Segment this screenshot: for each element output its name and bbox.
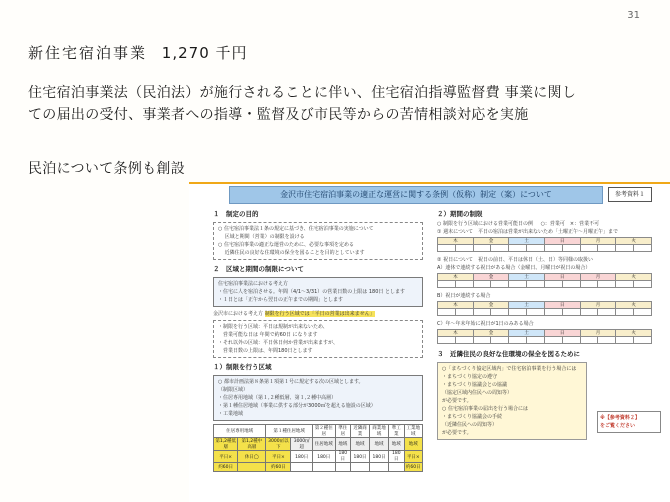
cal-day: 火	[616, 238, 652, 245]
case-c: C）年〜年末年始に祝日が1日のみある場合	[437, 321, 534, 327]
body-line: 住宅宿泊事業法（民泊法）が施行されることに伴い、住宅宿泊指導監督費 事業に関し	[28, 85, 577, 101]
zone-table	[213, 424, 423, 472]
zone-cell: 地域	[351, 438, 370, 451]
neighborhood-line: が必要です。	[442, 430, 472, 436]
zone-header: 準工業	[389, 425, 404, 438]
zone-cell: 3000㎡以下	[266, 438, 291, 451]
restriction-line: 営業可能な日は 年間で約60日 になります	[218, 332, 318, 338]
zone-header: 準住居	[335, 425, 350, 438]
zone-cell: 180日	[389, 451, 404, 463]
doc-title-bar: 金沢市住宅宿泊事業の適正な運営に関する条例（仮称）制定（案）について	[229, 186, 603, 204]
zone-cell: 第1,2種中高層	[238, 438, 266, 451]
zone-cell: 180日	[312, 451, 335, 463]
doc-reference-tag: 参考資料１	[608, 187, 652, 202]
restriction-line: ・それ以外の区域：平日休日何か営業が出来ますが、	[218, 340, 339, 346]
zone-header: 住居専用地域	[214, 425, 266, 438]
reference-note	[597, 411, 661, 433]
section-neighborhood-title: ３ 近隣住民の良好な住環境の保全を図るために	[437, 350, 580, 358]
zone-cell: 3000㎡超	[291, 438, 313, 451]
zone-cell: 180日	[370, 451, 389, 463]
restriction-highlight: 制限を行う区域では「平日の営業は出来ません」	[264, 311, 375, 317]
restriction-line: 営業日数の上限は、年間180日とします	[218, 348, 313, 354]
zone-cell: 約60日	[266, 463, 291, 472]
neighborhood-box	[437, 362, 587, 440]
purpose-line: 近隣住民の良好な住環境の保全を図ることを目的としています	[218, 250, 365, 256]
period-intro	[437, 220, 657, 228]
calendar-case-c	[437, 329, 652, 344]
zone-cell: 地域	[389, 438, 404, 451]
case-a: A）連休で連続する祝日がある場合（金曜日、月曜日が祝日の場合）	[437, 265, 591, 271]
cal-day: 金	[473, 302, 509, 309]
cal-day: 火	[616, 302, 652, 309]
purpose-line: ○ 住宅宿泊事業法１条の規定に基づき、住宅宿泊事業の実施について	[218, 226, 374, 232]
zone-cell: 住居地域	[312, 438, 335, 451]
zone-cell: 180日	[335, 451, 350, 463]
cal-day: 土	[509, 330, 545, 337]
cal-day: 日	[544, 330, 580, 337]
cal-day: 金	[473, 330, 509, 337]
zone-cell	[370, 463, 389, 472]
reference-line: ※【参考資料２】	[600, 415, 640, 421]
zone-header: 工業地域	[404, 425, 422, 438]
zone-line: （制限区域）	[218, 387, 249, 393]
law-line: 住宅宿泊事業法における考え方	[218, 281, 289, 287]
cal-day: 日	[544, 302, 580, 309]
reference-line: をご覧ください	[600, 423, 636, 429]
zone-cell: 地域	[370, 438, 389, 451]
cal-day: 日	[544, 238, 580, 245]
cal-day: 火	[616, 330, 652, 337]
zone-line: ○ 都市計画法第８条第１項第１号に規定する次の区域とします。	[218, 379, 364, 385]
neighborhood-line: （協定区域内住民への周知等）	[442, 390, 513, 396]
law-concept-box	[213, 277, 423, 307]
section-purpose-title: １ 制定の目的	[213, 210, 259, 218]
zone-cell: 休日◯	[238, 451, 266, 463]
law-line: ・１日とは「正午から翌日の正午までの期間」とします	[218, 297, 344, 303]
zone-cell: 第1,2種低層	[215, 439, 237, 450]
zone-cell: 約60日	[214, 463, 238, 472]
zone-header: 第１種住居地域	[266, 425, 313, 438]
section-period-title: ２）期間の制限	[437, 210, 483, 218]
restriction-detail-box	[213, 320, 423, 358]
body-line: ての届出の受付、事業者への指導・監督及び市民等からの苦情相談対応を実施	[28, 107, 529, 123]
zone-cell	[389, 463, 404, 472]
zone-description-box	[213, 375, 423, 421]
note-text: 民泊について条例も創設	[28, 161, 186, 177]
cal-day: 木	[438, 238, 474, 245]
embedded-document	[189, 182, 670, 502]
cal-day: 木	[438, 330, 474, 337]
zone-cell: 地域	[335, 438, 350, 451]
zone-cell	[335, 463, 350, 472]
cal-day: 月	[580, 274, 616, 281]
kanazawa-concept-row	[213, 310, 423, 318]
restriction-line: ・制限を行う区域：平日は規制が出来ないため、	[218, 324, 328, 330]
doc-right-column	[437, 208, 657, 443]
cal-day: 土	[509, 274, 545, 281]
kanazawa-label: 金沢市における考え方	[213, 311, 264, 317]
cal-day: 日	[544, 274, 580, 281]
calendar-weekend	[437, 237, 652, 252]
period-intro-text: ○ 制限を行う区域における営業可能日の例	[437, 221, 533, 227]
law-line: ・住宅に人を宿泊させる。年間（4/1〜3/31）の営業日数の上限は 180日 とします	[218, 289, 406, 295]
cal-day: 金	[473, 238, 509, 245]
section-zone-title: １）制限を行う区域	[213, 363, 272, 371]
zone-line: ・住居専用地域（第１,２種低層、第１,２種中高層）	[218, 395, 337, 401]
cal-day: 木	[438, 274, 474, 281]
period-legend: ○：営業可 ×：営業不可	[540, 221, 600, 227]
zone-cell: 平日×	[266, 451, 291, 463]
neighborhood-line: が必要です。	[442, 398, 472, 404]
zone-cell: 約60日	[404, 463, 422, 472]
zone-cell: 180日	[291, 451, 313, 463]
zone-line: ・第１種住居地域（事業に供する部分が3000㎡を超える施設の区域）	[218, 403, 376, 409]
zone-cell	[238, 463, 266, 472]
section-purpose-box	[213, 222, 423, 260]
body-text	[28, 82, 628, 126]
cal-day: 月	[580, 238, 616, 245]
holiday-rule: ② 祝日について 祝日の前日、平日は休日（土、日）等同様の取扱い	[437, 257, 593, 263]
heading-title: 新住宅宿泊事業	[28, 44, 148, 62]
zone-header: 第２種住居	[312, 425, 335, 438]
neighborhood-line: ・まちづくり協議会との協議	[442, 382, 507, 388]
zone-header: 商業地域	[370, 425, 389, 438]
page-number: 31	[627, 10, 640, 21]
case-b: B）祝日が連続する場合	[437, 293, 491, 299]
zone-cell	[351, 463, 370, 472]
cal-day: 火	[616, 274, 652, 281]
purpose-line: 区域と期間（営業）の制限を設ける	[218, 234, 305, 240]
page-heading	[28, 42, 248, 63]
zone-header: 近隣商業	[351, 425, 370, 438]
neighborhood-line: ・まちづくり協議会の手続	[442, 414, 502, 420]
doc-left-column	[213, 208, 423, 472]
zone-cell: 平日×	[214, 451, 238, 463]
heading-amount: 1,270 千円	[161, 44, 248, 62]
cal-day: 土	[509, 302, 545, 309]
zone-cell: 180日	[351, 451, 370, 463]
neighborhood-line: ○ 住宅宿泊事業の届出を行う場合には	[442, 406, 528, 412]
calendar-case-a	[437, 273, 652, 288]
cal-day: 金	[473, 274, 509, 281]
purpose-line: ○ 住宅宿泊事業の適正な運営のために、必要な事項を定める	[218, 242, 354, 248]
zone-line: ・工業地域	[218, 411, 244, 417]
neighborhood-line: ○「まちづくり協定区域内」で住宅宿泊事業を行う場合には	[442, 366, 577, 372]
cal-day: 土	[509, 238, 545, 245]
section-area-title: ２ 区域と期間の制限について	[213, 265, 304, 273]
neighborhood-line: （近隣住民への周知等）	[442, 422, 498, 428]
cal-day: 月	[580, 302, 616, 309]
calendar-case-b	[437, 301, 652, 316]
neighborhood-line: ・まちづくり協定の遵守	[442, 374, 497, 380]
zone-cell: 平日×	[404, 451, 422, 463]
weekday-rule: ① 週末について 平日の宿泊は営業が出来ないため「土曜正午〜月曜正午」まで	[437, 229, 618, 235]
zone-cell	[291, 463, 313, 472]
zone-cell	[312, 463, 335, 472]
cal-day: 月	[580, 330, 616, 337]
zone-cell: 地域	[404, 438, 422, 451]
cal-day: 木	[438, 302, 474, 309]
